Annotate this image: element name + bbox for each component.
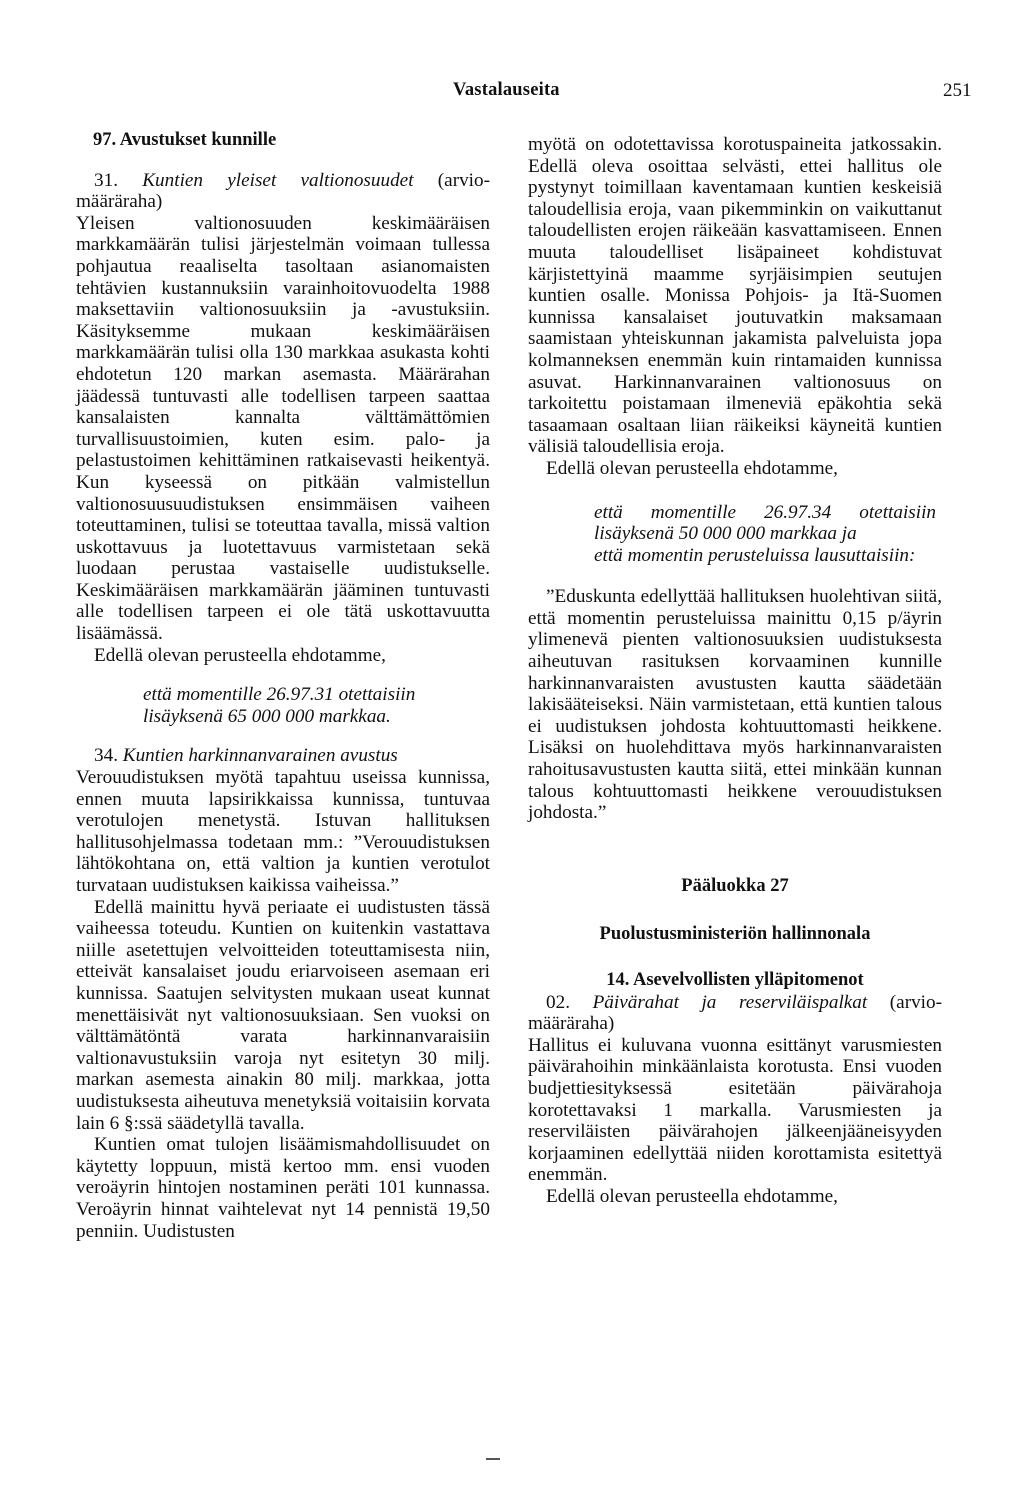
proposal-text: että momentin perusteluissa lausuttaisiin: — [594, 544, 916, 566]
section-headings — [528, 876, 942, 992]
proposal-text: että momentille 26.97.34 otettaisiin lisäyksenä 50 000 000 markkaa ja — [594, 501, 936, 545]
item-number: 02. — [546, 991, 570, 1013]
item-title: Kuntien harkinnanvarainen avustus — [122, 745, 398, 767]
ministry-heading: Puolustusministeriön hallinnonala — [599, 924, 871, 945]
paragraph: myötä on odotettavissa korotuspaineita jatkossakin. Edellä oleva osoittaa selvästi, ettei hallitus ole pystynyt toimillaan kaventamaan kuntien keskeisiä taloudellisia eroja, vaan pikemminkin on vaikuttanut taloudellisten erojen räikeään kasvattamiseen. Ennen muuta taloudelliset lisäpaineet kohdistuvat kärjistettyinä maamme syrjäisimpien seutujen kuntien osalle. Monissa Pohjois- ja Itä-Suomen kunnissa kansalaiset joutuvatkin maksamaan saamistaan yhteiskunnan jakamista palveluista jopa kolmanneksen enemmän kuin rintamaiden kunnissa asuvat. Harkinnanvarainen valtionosuus on tarkoitettu poistamaan ilmeneviä epäkohtia sekä tasaamaan osaltaan liian räikeiksi käyneitä kuntien välisiä taloudellisia eroja. — [528, 134, 942, 458]
paragraph: Kuntien omat tulojen lisäämismahdollisuudet on käytetty loppuun, mistä kertoo mm. ensi vuoden veroäyrin hintojen nostaminen peräti 101 kunnassa. Veroäyrin hinnat vaihtelevat nyt 14 pennistä 19,50 penniin. Uudistusten — [76, 1134, 490, 1242]
item-qualifier: (arvio-määräraha) — [76, 169, 491, 213]
proposal-block — [76, 684, 490, 727]
item-31-heading — [76, 170, 490, 213]
item-qualifier: (arvio-määräraha) — [528, 991, 943, 1035]
quoted-statement: ”Eduskunta edellyttää hallituksen huolehtivan siitä, että momentin perusteluissa mainittu 0,15 p/äyrin ylimenevä pienten valtionosuuksien uudistuksesta aiheutuvan rasituksen korvaaminen kunnille harkinnanvaraisten avustusten kautta säädetään lakisääteiseksi. Näin varmistetaan, että kuntien talous ei uudistuksen johdosta kohtuuttomasti heikkene. Lisäksi on huolehdittava myös harkinnanvaraisten rahoitusavustusten kautta siitä, ettei minkään kunnan talous kohtuuttomasti heikkene verouudistuksen johdosta.” — [528, 586, 942, 824]
item-title: Kuntien yleiset valtionosuudet — [142, 169, 414, 191]
paragraph: Edellä mainittu hyvä periaate ei uudistusten tässä vaiheessa toteudu. Kuntien on kuitenkin vastattava niille asetettujen velvoitteiden toteuttamisesta niin, etteivät kansalaiset joudu eriarvoiseen asemaan eri kunnissa. Saatujen selvitysten mukaan useat kunnat menettäisivät nyt valtionosuuksiaan. Sen vuoksi on välttämätöntä varata harkinnanvaraisiin valtionavustuksiin varoja nyt esitetyn 30 milj. markan asemesta ainakin 80 milj. markkaa, jotta uudistuksesta aiheutuva menetyksiä voitaisiin korvata lain 6 §:ssä säädetyllä tavalla. — [76, 896, 490, 1134]
main-class-heading: Pääluokka 27 — [681, 875, 789, 896]
item-34-heading — [76, 745, 490, 767]
running-title: Vastalauseita — [453, 80, 560, 100]
paragraph: Edellä olevan perusteella ehdotamme, — [546, 1185, 838, 1207]
page-number: 251 — [943, 80, 972, 101]
proposal-block — [528, 502, 942, 567]
paragraph: Edellä olevan perusteella ehdotamme, — [546, 457, 838, 479]
item-title: Päivärahat ja reserviläispalkat — [592, 991, 868, 1013]
paragraph: Edellä olevan perusteella ehdotamme, — [94, 644, 386, 666]
paragraph: Yleisen valtionosuuden keskimääräisen markkamäärän tulisi järjestelmän voimaan tullessa pohjautua reaaliselta tasoltaan asianomaisten tehtävien kustannuksiin varainhoitovuodelta 1988 maksettaviin valtionosuuksiin ja -avustuksiin. Käsityksemme mukaan keskimääräisen markkamäärän tulisi olla 130 markkaa asukasta kohti ehdotetun 120 markan asemasta. Määrärahan jäädessä tuntuvasti alle todellisen tarpeen saattaa kansalaisten kannalta välttämättömien turvallisuustoimien, kuten esim. palo- ja pelastustoimen kehittäminen ratkaisevasti heikentyä. Kun kyseessä on pitkään valmistellun valtionosuusuudistuksen ensimmäisen vaiheen toteuttaminen, tulisi se toteuttaa tavalla, missä valtion uskottavuus ja luotettavuus varmistetaan sekä luodaan perustaa vastaiselle uudistukselle. Keskimääräisen markkamäärän jääminen tuntuvasti alle todellisen tarpeen ei ole tätä uskottavuutta lisäämässä. — [76, 212, 490, 645]
paragraph: Verouudistuksen myötä tapahtuu useissa kunnissa, ennen muuta lapsirikkaissa kunnissa, tuntuvaa verotulojen menetystä. Istuvan hallituksen hallitusohjelmassa todetaan mm.: ”Verouudistuksen lähtökohtana on, että valtion ja kuntien verotulot turvataan uudistuksen kaikissa vaiheissa.” — [76, 767, 490, 896]
item-number: 34. — [94, 745, 118, 767]
left-column — [76, 130, 490, 1242]
footer-dash — [486, 1458, 500, 1460]
paragraph: Hallitus ei kuluvana vuonna esittänyt varusmiesten päivärahoihin minkäänlaista korotusta. Ensi vuoden budjettiesityksessä esitetään päivärahoja korotettavaksi 1 markalla. Varusmiesten ja reserviläisten päivärahojen jälkeenjääneisyyden korjaaminen edellyttää niiden korottamista esitettyä enemmän. — [528, 1034, 942, 1186]
chapter-heading: 14. Asevelvollisten ylläpitomenot — [606, 970, 864, 990]
section-title: 97. Avustukset kunnille — [93, 130, 277, 150]
right-column — [528, 134, 942, 1208]
item-number: 31. — [94, 169, 118, 191]
item-02-heading — [528, 992, 942, 1035]
proposal-text: että momentille 26.97.31 otettaisiin lisäyksenä 65 000 000 markkaa. — [143, 684, 416, 727]
